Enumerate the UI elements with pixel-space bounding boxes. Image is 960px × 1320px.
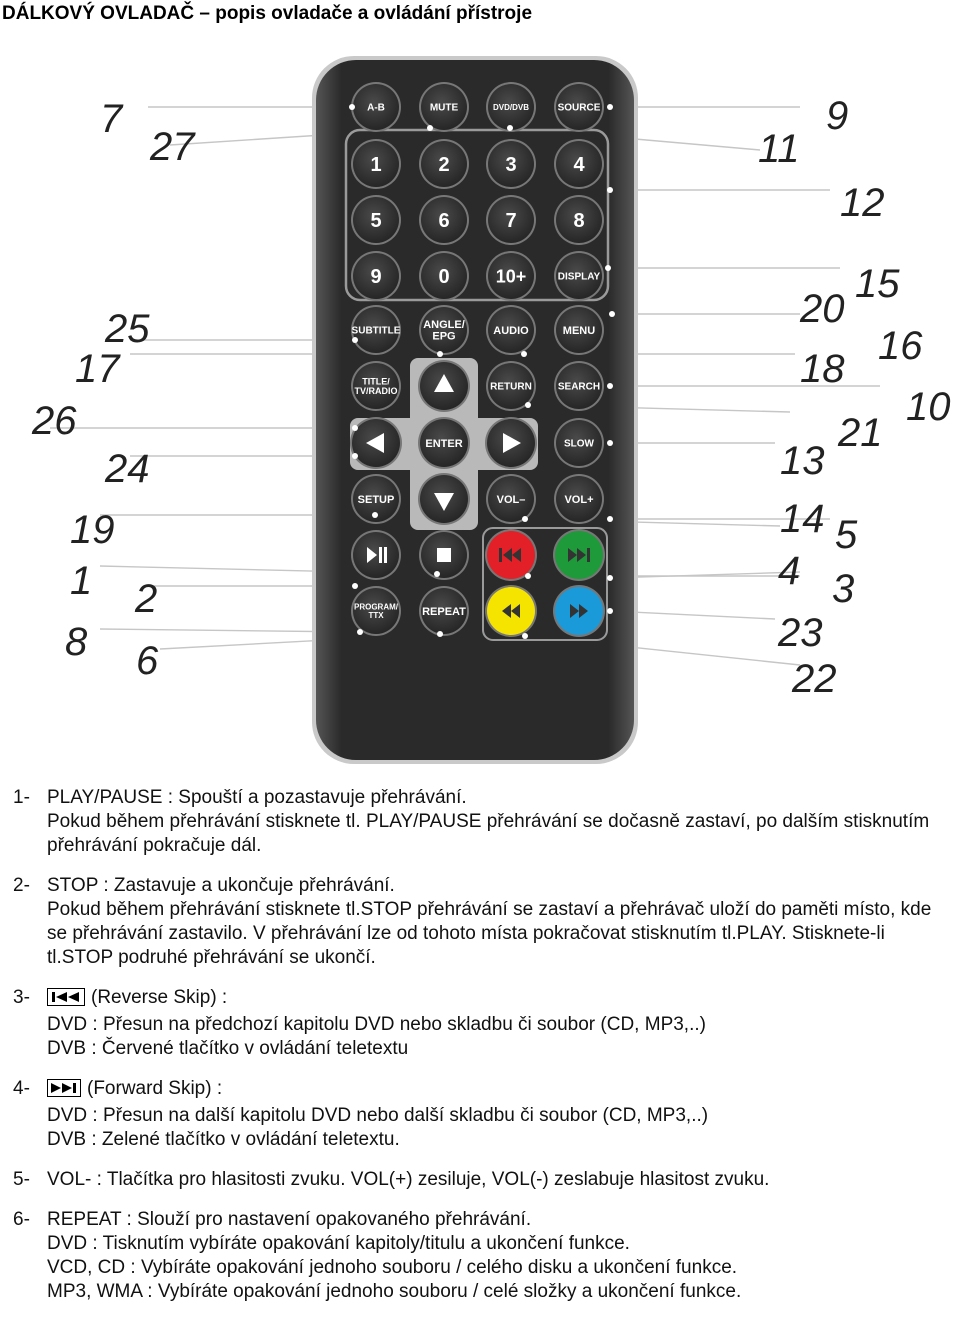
button-label: 3 (505, 154, 517, 177)
callout-14: 14 (780, 497, 825, 541)
skip-bar (499, 548, 502, 562)
callout-1: 1 (70, 559, 93, 603)
desc-line: MP3, WMA : Vybíráte opakování jednoho souboru / celé složky a ukončení funkce. (47, 1281, 742, 1302)
callout-26: 26 (32, 399, 77, 443)
leader-dot (352, 425, 358, 431)
pause-bar (384, 547, 387, 563)
callout-12: 12 (840, 181, 885, 225)
button-label: TITLE/ (362, 376, 390, 387)
callout-8: 8 (65, 620, 88, 664)
desc-number: 3- (13, 987, 30, 1008)
button-label: DVD/DVB (492, 102, 530, 112)
desc-line: Pokud během přehrávání stisknete tl. PLAY/PAUSE přehrávání se dočasně zastaví, po dalším stisknutím přehrávání pokračuje dál. (47, 811, 930, 856)
button-label: TV/RADIO (354, 385, 398, 396)
callout-19: 19 (70, 508, 115, 552)
down-button[interactable] (418, 473, 470, 525)
leader-dot (607, 187, 613, 193)
n10-button[interactable] (486, 251, 536, 301)
button-label: 6 (438, 210, 450, 233)
reverse-skip-icon (47, 988, 85, 1013)
desc-line: VCD, CD : Vybíráte opakování jednoho souboru / celého disku a ukončení funkce. (47, 1257, 738, 1278)
callout-9: 9 (826, 94, 849, 138)
enter-button[interactable] (418, 417, 470, 469)
desc-line: DVB : Zelené tlačítko v ovládání teletextu. (47, 1129, 400, 1150)
n0-button[interactable] (419, 251, 469, 301)
button-descriptions (13, 786, 953, 1320)
stop-button[interactable] (419, 530, 469, 580)
audio-button[interactable] (486, 305, 536, 355)
callout-22: 22 (792, 657, 837, 701)
callout-2: 2 (135, 577, 158, 621)
button-label: 5 (370, 210, 382, 233)
callout-20: 20 (800, 287, 845, 331)
desc-line-with-icon (47, 986, 706, 1013)
desc-line: (Reverse Skip) : (91, 987, 228, 1008)
title-button[interactable] (351, 361, 401, 411)
button-label: 2 (438, 154, 450, 177)
n3-button[interactable] (486, 139, 536, 189)
menu-button[interactable] (554, 305, 604, 355)
desc-number: 4- (13, 1078, 30, 1099)
button-label: 9 (370, 266, 382, 289)
leader-line (610, 572, 800, 578)
callout-18: 18 (800, 347, 845, 391)
callout-27: 27 (150, 125, 195, 169)
leader-dot (607, 104, 613, 110)
button-label: VOL– (496, 493, 526, 506)
volup-button[interactable] (554, 474, 604, 524)
up-button[interactable] (418, 360, 470, 412)
callout-4: 4 (778, 549, 801, 593)
leader-dot (507, 125, 513, 131)
desc-line: DVD : Přesun na předchozí kapitolu DVD nebo skladbu či soubor (CD, MP3,..) (47, 1014, 706, 1035)
remote-diagram (0, 40, 960, 770)
mute-button[interactable] (419, 82, 469, 132)
desc-item-5 (13, 1168, 953, 1192)
reverse-skip-button[interactable] (485, 529, 537, 581)
desc-line: Pokud během přehrávání stisknete tl.STOP přehrávání se zastaví a přehrávač uloží do paměti místo, kde se přehrávání zastavilo. V přehrávání lze od tohoto místa pokračovat stisknutím tl.PLAY. Stisknete-li tl.STOP podruhé přehrávání se ukončí. (47, 899, 932, 968)
button-label: SUBTITLE (351, 325, 401, 337)
leader-dot (372, 512, 378, 518)
left-button[interactable] (350, 417, 402, 469)
desc-number: 5- (13, 1169, 30, 1190)
n6-button[interactable] (419, 195, 469, 245)
callout-25: 25 (105, 307, 150, 351)
desc-line: DVB : Červené tlačítko v ovládání teletextu (47, 1038, 409, 1059)
button-label: VOL+ (564, 493, 594, 506)
rewind-button[interactable] (485, 585, 537, 637)
button-label: 1 (370, 154, 382, 177)
program-button[interactable] (351, 586, 401, 636)
desc-line: STOP : Zastavuje a ukončuje přehrávání. (47, 875, 395, 896)
leader-dot (522, 633, 528, 639)
button-label: 0 (438, 266, 450, 289)
leader-dot (607, 383, 613, 389)
desc-number: 6- (13, 1209, 30, 1230)
callout-16: 16 (878, 324, 923, 368)
desc-item-1 (13, 786, 953, 858)
leader-dot (357, 629, 363, 635)
callout-24: 24 (105, 447, 150, 491)
button-label: ENTER (425, 437, 463, 450)
button-label: 7 (505, 210, 517, 233)
leader-dot (525, 573, 531, 579)
callout-17: 17 (75, 347, 120, 391)
leader-dot (352, 583, 358, 589)
leader-dot (437, 351, 443, 357)
button-label: REPEAT (422, 605, 466, 618)
button-label: SOURCE (557, 102, 601, 114)
button-label: TTX (368, 611, 384, 621)
callout-11: 11 (758, 127, 800, 171)
play-pause-button[interactable] (351, 530, 401, 580)
n9-button[interactable] (351, 251, 401, 301)
leader-dot (437, 631, 443, 637)
button-label: AUDIO (493, 324, 529, 337)
angle-button[interactable] (419, 305, 469, 355)
button-label: ANGLE/ (423, 319, 465, 332)
button-label: MENU (562, 324, 596, 337)
callout-15: 15 (855, 262, 900, 306)
desc-line-with-icon (47, 1077, 708, 1104)
desc-line: DVD : Přesun na další kapitolu DVD nebo další skladbu či soubor (CD, MP3,..) (47, 1105, 709, 1126)
forward-skip-button[interactable] (553, 529, 605, 581)
right-button[interactable] (485, 417, 537, 469)
leader-dot (607, 575, 613, 581)
desc-line: VOL- : Tlačítka pro hlasitosti zvuku. VOL(+) zesiluje, VOL(-) zeslabuje hlasitost zvuku. (47, 1169, 770, 1190)
button-label: SLOW (564, 438, 594, 450)
leader-dot (607, 608, 613, 614)
button-label: SEARCH (557, 381, 601, 393)
skip-bar (587, 548, 590, 562)
desc-number: 2- (13, 875, 30, 896)
page-title: DÁLKOVÝ OVLADAČ – popis ovladače a ovládání přístroje (2, 3, 533, 24)
desc-line: (Forward Skip) : (87, 1078, 223, 1099)
pause-bar (379, 547, 382, 563)
n2-button[interactable] (419, 139, 469, 189)
desc-item-6 (13, 1208, 953, 1304)
callout-21: 21 (838, 411, 883, 455)
source-button[interactable] (554, 82, 604, 132)
n7-button[interactable] (486, 195, 536, 245)
button-label: A-B (367, 102, 385, 114)
button-label: DISPLAY (557, 271, 601, 283)
desc-item-3 (13, 986, 953, 1061)
leader-dot (434, 571, 440, 577)
leader-dot (607, 440, 613, 446)
remote-control (312, 56, 638, 764)
forward-skip-icon (47, 1079, 81, 1104)
desc-item-2 (13, 874, 953, 970)
button-label: 10+ (495, 266, 527, 287)
button-label: PROGRAM/ (354, 602, 398, 612)
leader-dot (522, 516, 528, 522)
button-label: SETUP (357, 493, 395, 506)
leader-dot (607, 516, 613, 522)
leader-dot (349, 104, 355, 110)
search-button[interactable] (554, 361, 604, 411)
callout-23: 23 (778, 611, 823, 655)
slow-button[interactable] (554, 418, 604, 468)
stop-icon (437, 548, 451, 562)
leader-dot (525, 402, 531, 408)
leader-dot (352, 453, 358, 459)
button-label: RETURN (490, 381, 532, 393)
callout-13: 13 (780, 439, 825, 483)
leader-dot (605, 265, 611, 271)
leader-dot (609, 311, 615, 317)
desc-item-4 (13, 1077, 953, 1152)
leader-dot (521, 351, 527, 357)
callout-3: 3 (832, 567, 855, 611)
repeat-button[interactable] (419, 586, 469, 636)
callout-5: 5 (835, 513, 858, 557)
desc-line: REPEAT : Slouží pro nastavení opakovaného přehrávání. (47, 1209, 532, 1230)
desc-line: PLAY/PAUSE : Spouští a pozastavuje přehrávání. (47, 787, 467, 808)
desc-number: 1- (13, 787, 30, 808)
n5-button[interactable] (351, 195, 401, 245)
leader-dot (427, 125, 433, 131)
n1-button[interactable] (351, 139, 401, 189)
fast-forward-button[interactable] (553, 585, 605, 637)
button-label: EPG (432, 330, 456, 343)
callout-7: 7 (100, 97, 123, 141)
desc-line: DVD : Tisknutím vybíráte opakování kapitoly/titulu a ukončení funkce. (47, 1233, 630, 1254)
n8-button[interactable] (554, 195, 604, 245)
button-label: 4 (573, 154, 585, 177)
dvddvb-button[interactable] (486, 82, 536, 132)
button-label: 8 (573, 210, 585, 233)
leader-dot (352, 337, 358, 343)
subtitle-button[interactable] (351, 305, 401, 355)
voldn-button[interactable] (486, 474, 536, 524)
callout-6: 6 (136, 639, 159, 683)
button-label: MUTE (429, 102, 459, 114)
callout-10: 10 (906, 385, 951, 429)
display-button[interactable] (554, 251, 604, 301)
ab-button[interactable] (351, 82, 401, 132)
n4-button[interactable] (554, 139, 604, 189)
